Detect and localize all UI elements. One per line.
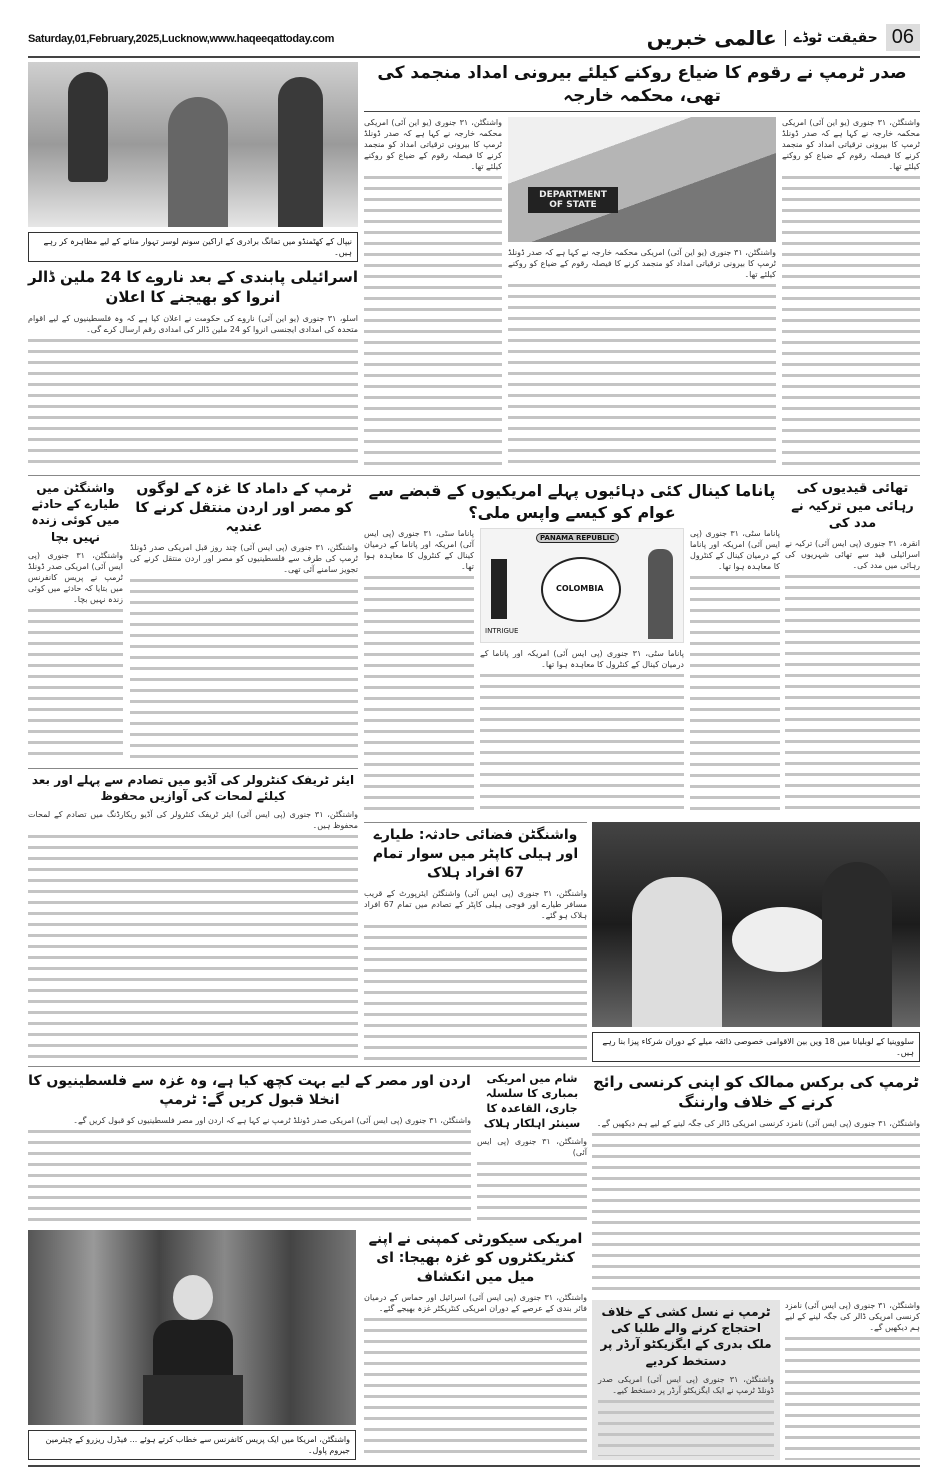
panama-body-a: پاناما سٹی، ۳۱ جنوری (پی ایس آئی) امریکہ اور پاناما کے درمیان کینال کے کنٹرول کا معاہدہ ہوا تھا۔ — [690, 528, 780, 815]
slovenia-region — [592, 822, 920, 1060]
foreign-aid-body-mid: واشنگٹن، ۳۱ جنوری (یو این آئی) امریکی محکمہ خارجہ نے کہا ہے کہ صدر ڈونلڈ ٹرمپ کا بیرونی ترقیاتی امداد کو منجمد کرنے کا فیصلہ رقوم کے ضیاع کو روکنے کیلئے تھا۔ — [508, 247, 776, 470]
plane-crash-body: واشنگٹن، ۳۱ جنوری (پی ایس آئی) امریکی صدر ڈونلڈ ٹرمپ نے پریس کانفرنس میں بتایا کہ حادثے میں کوئی زندہ نہیں بچا۔ — [28, 550, 123, 762]
son-in-law-body: واشنگٹن، ۳۱ جنوری (پی ایس آئی) چند روز قبل امریکی صدر ڈونلڈ ٹرمپ کی طرف سے فلسطینیوں کو مصر اور اردن منتقل کرنے کی تجویز سامنے آئی تھی۔ — [130, 542, 358, 762]
headline-washington-air-crash: واشنگٹن فضائی حادثہ: طیارے اور ہیلی کاپٹر میں سوار تمام 67 افراد ہلاک — [364, 822, 587, 883]
brics-right-region — [785, 1300, 920, 1460]
panama-region — [364, 480, 780, 815]
section-divider — [28, 475, 920, 476]
pizza-festival-photo — [592, 822, 920, 1027]
jordan-egypt-body: واشنگٹن، ۳۱ جنوری (پی ایس آئی) امریکی صدر ڈونلڈ ٹرمپ نے کہا ہے کہ اردن اور مصر فلسطینیوں کو قبول کریں گے۔ — [28, 1115, 471, 1224]
foreign-aid-body-right: واشنگٹن، ۳۱ جنوری (یو این آئی) امریکی محکمہ خارجہ نے کہا ہے کہ صدر ڈونلڈ ٹرمپ کا بیرونی ترقیاتی امداد کو منجمد کرنے کا فیصلہ رقوم کے ضیاع کو روکنے کیلئے تھا۔ — [782, 117, 920, 470]
paper-name: حقیقت ٹوڈے — [785, 30, 878, 46]
air-traffic-body: واشنگٹن، ۳۱ جنوری (پی ایس آئی) ایئر ٹریفک کنٹرولر کی آڈیو ریکارڈنگ میں تصادم کے لمحات محفوظ ہیں۔ — [28, 809, 358, 1060]
left-top-region — [28, 62, 358, 470]
dateline: Saturday,01,February,2025,Lucknow,www.haqeeqattoday.com — [28, 33, 335, 45]
headline-thai-prisoners: تھائی قیدیوں کی رہائی میں ترکیہ نے مدد کی — [791, 481, 914, 532]
footer-rule — [28, 1465, 920, 1467]
son-in-law-region — [130, 480, 358, 762]
brics-body-right: واشنگٹن، ۳۱ جنوری (پی ایس آئی) نامزد کرنسی امریکی ڈالر کی جگہ لینے کے لیے ہم دیکھیں گے۔ — [785, 1300, 920, 1460]
syria-region — [477, 1072, 587, 1224]
cartoon-label-colombia: COLOMBIA — [556, 584, 604, 594]
headline-security-company: امریکی سیکورٹی کمپنی نے اپنے کنٹریکٹروں کو غزہ بھیجا: ای میل میں انکشاف — [368, 1231, 583, 1285]
headline-syria-strikes: شام میں امریکی بمباری کا سلسلہ جاری، القاعدہ کا سینئر اہلکار ہلاک — [483, 1072, 581, 1130]
headline-brics-warning: ٹرمپ کی برکس ممالک کو اپنی کرنسی رائج کرنے کے خلاف وارننگ — [593, 1073, 919, 1112]
powell-press-conference-photo — [28, 1230, 356, 1425]
headline-norway-unrwa: اسرائیلی پابندی کے بعد ناروے کا 24 ملین ڈالر انروا کو بھیجنے کا اعلان — [28, 268, 358, 307]
cartoon-label-intrigue: INTRIGUE — [485, 627, 519, 636]
section-title: عالمی خبریں — [646, 25, 777, 50]
headline-son-in-law: ٹرمپ کے داماد کا غزہ کے لوگوں کو مصر اور اردن منتقل کرنے کا عندیہ — [135, 481, 353, 535]
security-company-region — [364, 1230, 587, 1460]
syria-body: واشنگٹن، ۳۱ جنوری (پی ایس آئی) — [477, 1136, 587, 1224]
headline-jordan-egypt: اردن اور مصر کے لیے بہت کچھ کیا ہے، وہ غزہ سے فلسطینیوں کا انخلا قبول کریں گے: ٹرمپ — [28, 1073, 471, 1108]
nepal-festival-photo — [28, 62, 358, 227]
headline-air-traffic: ایئر ٹریفک کنٹرولر کی آڈیو میں تصادم سے پہلے اور بعد کیلئے لمحات کی آوازیں محفوظ — [28, 768, 358, 804]
state-department-photo — [508, 117, 776, 242]
panama-cartoon — [480, 528, 684, 643]
masthead — [647, 24, 920, 51]
plane-crash-region — [28, 480, 123, 762]
air-crash-region — [364, 822, 587, 1060]
headline-foreign-aid: صدر ٹرمپ نے رقوم کا ضیاع روکنے کیلئے بیرونی امداد منجمد کی تھی، محکمہ خارجہ — [364, 62, 920, 112]
thai-region — [785, 480, 920, 815]
brics-region — [592, 1072, 920, 1294]
foreign-aid-body-left: واشنگٹن، ۳۱ جنوری (یو این آئی) امریکی محکمہ خارجہ نے کہا ہے کہ صدر ڈونلڈ ٹرمپ کا بیرونی ترقیاتی امداد کو منجمد کرنے کا فیصلہ رقوم کے ضیاع کو روکنے کیلئے تھا۔ — [364, 117, 502, 470]
norway-body: اسلو، ۳۱ جنوری (یو این آئی) ناروے کی حکومت نے اعلان کیا ہے کہ وہ فلسطینیوں کے لیے اقوام متحدہ کی امدادی ایجنسی انروا کو 24 ملین ڈالر کی امدادی رقم ارسال کرے گی۔ — [28, 313, 358, 471]
protest-deport-box — [592, 1300, 780, 1460]
section-divider-2 — [28, 1066, 920, 1067]
air-traffic-region — [28, 768, 358, 1060]
powell-photo-caption: واشنگٹن، امریکا میں ایک پریس کانفرنس سے خطاب کرتے ہوئے ... فیڈرل ریزرو کے چیئرمین جیروم پاول۔ — [28, 1430, 356, 1460]
headline-protest-deport: ٹرمپ نے نسل کشی کے خلاف احتجاج کرنے والے طلبا کی ملک بدری کے ایگزیکٹو آرڈر پر دستخط کردیے — [600, 1305, 772, 1368]
page-number: 06 — [886, 24, 920, 51]
headline-panama-canal: پاناما کینال کئی دہائیوں پہلے امریکیوں کے قبضے سے عوام کو کیسے واپس ملی؟ — [368, 481, 776, 522]
nepal-photo-caption: نیپال کے کھٹمنڈو میں تمانگ برادری کے اراکین سونم لوسر تہوار منانے کے لیے مظاہرہ کر رہے ہیں۔ — [28, 232, 358, 262]
panama-body-b: پاناما سٹی، ۳۱ جنوری (پی ایس آئی) امریکہ اور پاناما کے درمیان کینال کے کنٹرول کا معاہدہ ہوا تھا۔ — [364, 528, 474, 815]
panama-body-c: پاناما سٹی، ۳۱ جنوری (پی ایس آئی) امریکہ اور پاناما کے درمیان کینال کے کنٹرول کا معاہدہ ہوا تھا۔ — [480, 648, 684, 815]
state-department-sign: DEPARTMENT OF STATE — [528, 187, 618, 213]
jordan-egypt-region — [28, 1072, 471, 1224]
cartoon-label-panama: PANAMA REPUBLIC — [536, 533, 619, 543]
air-crash-body: واشنگٹن، ۳۱ جنوری (پی ایس آئی) واشنگٹن ایئرپورٹ کے قریب مسافر طیارے اور فوجی ہیلی کاپٹر کے تصادم میں تمام 67 افراد ہلاک ہو گئے۔ — [364, 888, 587, 1060]
security-company-body: واشنگٹن، ۳۱ جنوری (پی ایس آئی) اسرائیل اور حماس کے درمیان فائر بندی کے عرصے کے دوران امریکی کنٹریکٹر غزہ بھیجے گئے۔ — [364, 1292, 587, 1460]
protest-deport-body: واشنگٹن، ۳۱ جنوری (پی ایس آئی) امریکی صدر ڈونلڈ ٹرمپ نے ایک ایگزیکٹو آرڈر پر دستخط کیے۔ — [598, 1374, 774, 1456]
brics-body: واشنگٹن، ۳۱ جنوری (پی ایس آئی) نامزد کرنسی امریکی ڈالر کی جگہ لینے کے لیے ہم دیکھیں گے۔ — [592, 1118, 920, 1295]
slovenia-photo-caption: سلووینیا کے لوبلیانا میں 18 ویں بین الاقوامی خصوصی ذائقہ میلے کے دوران شرکاء پیزا بنا رہے ہیں۔ — [592, 1032, 920, 1062]
headline-plane-crash: واشنگٹن میں طیارے کے حادثے میں کوئی زندہ نہیں بچا — [31, 481, 120, 544]
powell-region — [28, 1230, 356, 1460]
header-rule — [28, 56, 920, 58]
thai-body: انقرہ، ۳۱ جنوری (پی ایس آئی) ترکیہ نے اسرائیلی قید سے تھائی شہریوں کی رہائی میں مدد کی۔ — [785, 538, 920, 815]
foreign-aid-region — [364, 62, 920, 470]
